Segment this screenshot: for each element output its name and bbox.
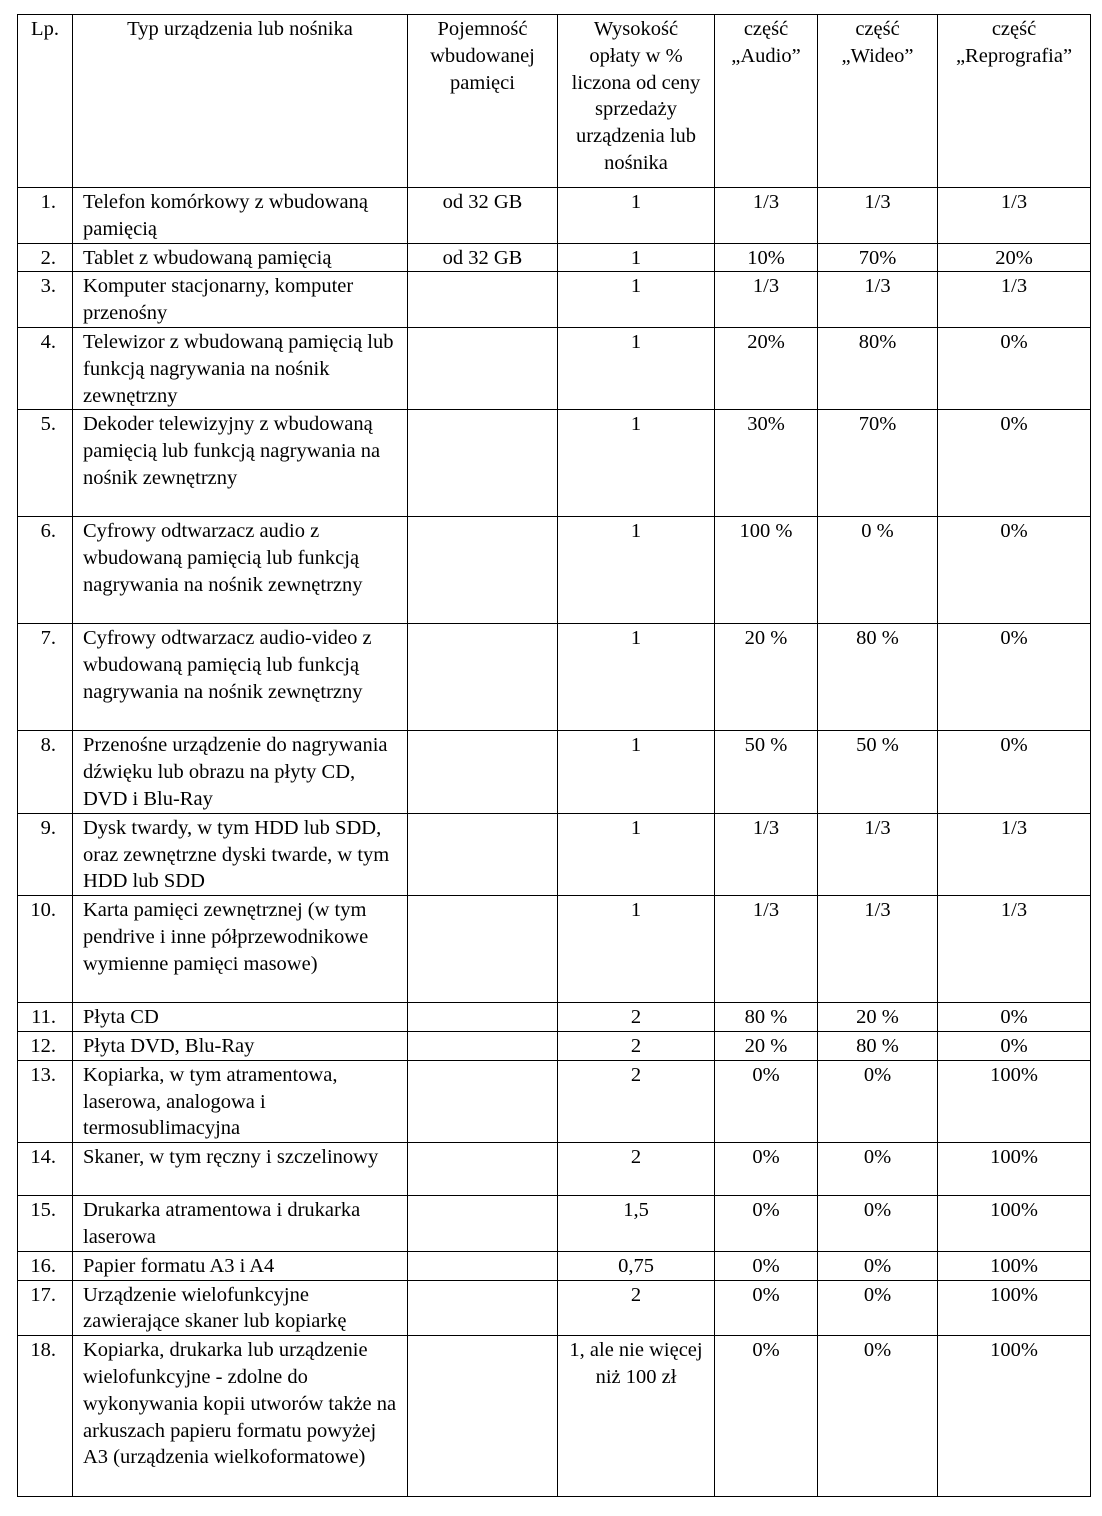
device-type-cell: Telefon komórkowy z wbudowaną pamięcią [73, 188, 408, 244]
audio-share-cell: 20 % [715, 624, 818, 731]
fee-percent-cell: 1, ale nie więcej niż 100 zł [558, 1336, 715, 1497]
video-share-cell: 0 % [818, 517, 938, 624]
header-device-type: Typ urządzenia lub nośnika [73, 15, 408, 188]
memory-capacity-cell [408, 1196, 558, 1252]
table-row [18, 1336, 1091, 1497]
fee-percent-cell: 1 [558, 188, 715, 244]
row-number: 13. [18, 1060, 73, 1142]
video-share-cell: 80 % [818, 624, 938, 731]
row-number: 17. [18, 1280, 73, 1336]
header-lp: Lp. [18, 15, 73, 188]
table-row [18, 1031, 1091, 1060]
reprography-share-cell: 0% [938, 410, 1091, 517]
audio-share-cell: 1/3 [715, 272, 818, 328]
device-type-cell: Karta pamięci zewnętrznej (w tym pendrive i inne półprzewodnikowe wymienne pamięci masowe) [73, 896, 408, 1003]
reprography-share-cell: 0% [938, 327, 1091, 409]
video-share-cell: 1/3 [818, 272, 938, 328]
video-share-cell: 1/3 [818, 896, 938, 1003]
video-share-cell: 1/3 [818, 188, 938, 244]
memory-capacity-cell [408, 1280, 558, 1336]
table-row [18, 731, 1091, 813]
table-row [18, 1196, 1091, 1252]
audio-share-cell: 1/3 [715, 896, 818, 1003]
memory-capacity-cell [408, 624, 558, 731]
audio-share-cell: 0% [715, 1060, 818, 1142]
reprography-share-cell: 100% [938, 1251, 1091, 1280]
header-video-share: część „Wideo” [818, 15, 938, 188]
reprography-share-cell: 0% [938, 731, 1091, 813]
audio-share-cell: 30% [715, 410, 818, 517]
fee-percent-cell: 1 [558, 243, 715, 272]
video-share-cell: 80 % [818, 1031, 938, 1060]
fee-percent-cell: 1,5 [558, 1196, 715, 1252]
memory-capacity-cell [408, 517, 558, 624]
device-type-cell: Telewizor z wbudowaną pamięcią lub funkcją nagrywania na nośnik zewnętrzny [73, 327, 408, 409]
video-share-cell: 1/3 [818, 813, 938, 895]
fee-percent-cell: 1 [558, 410, 715, 517]
table-row [18, 896, 1091, 1003]
memory-capacity-cell [408, 410, 558, 517]
device-type-cell: Cyfrowy odtwarzacz audio z wbudowaną pamięcią lub funkcją nagrywania na nośnik zewnętrzny [73, 517, 408, 624]
table-row [18, 517, 1091, 624]
reprography-share-cell: 0% [938, 1031, 1091, 1060]
video-share-cell: 0% [818, 1196, 938, 1252]
table-row [18, 272, 1091, 328]
device-type-cell: Dekoder telewizyjny z wbudowaną pamięcią lub funkcją nagrywania na nośnik zewnętrzny [73, 410, 408, 517]
table-header-row [18, 15, 1091, 188]
memory-capacity-cell [408, 813, 558, 895]
reprography-share-cell: 1/3 [938, 896, 1091, 1003]
fee-percent-cell: 2 [558, 1031, 715, 1060]
table-row [18, 1280, 1091, 1336]
audio-share-cell: 0% [715, 1251, 818, 1280]
fee-percent-cell: 1 [558, 272, 715, 328]
row-number: 15. [18, 1196, 73, 1252]
memory-capacity-cell [408, 1031, 558, 1060]
audio-share-cell: 50 % [715, 731, 818, 813]
reprography-share-cell: 0% [938, 517, 1091, 624]
memory-capacity-cell: od 32 GB [408, 188, 558, 244]
fee-percent-cell: 1 [558, 896, 715, 1003]
fee-percent-cell: 2 [558, 1003, 715, 1032]
row-number: 14. [18, 1143, 73, 1196]
fee-percent-cell: 1 [558, 517, 715, 624]
row-number: 2. [18, 243, 73, 272]
video-share-cell: 0% [818, 1060, 938, 1142]
row-number: 8. [18, 731, 73, 813]
memory-capacity-cell [408, 1143, 558, 1196]
video-share-cell: 70% [818, 243, 938, 272]
memory-capacity-cell [408, 1336, 558, 1497]
memory-capacity-cell [408, 896, 558, 1003]
fee-percent-cell: 1 [558, 327, 715, 409]
memory-capacity-cell [408, 1251, 558, 1280]
video-share-cell: 80% [818, 327, 938, 409]
device-type-cell: Dysk twardy, w tym HDD lub SDD, oraz zewnętrzne dyski twarde, w tym HDD lub SDD [73, 813, 408, 895]
device-type-cell: Papier formatu A3 i A4 [73, 1251, 408, 1280]
device-type-cell: Tablet z wbudowaną pamięcią [73, 243, 408, 272]
table-row [18, 188, 1091, 244]
audio-share-cell: 80 % [715, 1003, 818, 1032]
fee-table [17, 14, 1091, 1497]
device-type-cell: Płyta CD [73, 1003, 408, 1032]
video-share-cell: 20 % [818, 1003, 938, 1032]
row-number: 18. [18, 1336, 73, 1497]
fee-percent-cell: 1 [558, 624, 715, 731]
table-row [18, 1003, 1091, 1032]
row-number: 3. [18, 272, 73, 328]
reprography-share-cell: 100% [938, 1196, 1091, 1252]
video-share-cell: 70% [818, 410, 938, 517]
reprography-share-cell: 1/3 [938, 813, 1091, 895]
audio-share-cell: 1/3 [715, 188, 818, 244]
video-share-cell: 0% [818, 1280, 938, 1336]
row-number: 9. [18, 813, 73, 895]
audio-share-cell: 20 % [715, 1031, 818, 1060]
reprography-share-cell: 20% [938, 243, 1091, 272]
row-number: 4. [18, 327, 73, 409]
table-row [18, 624, 1091, 731]
header-memory-capacity: Pojemność wbudowanej pamięci [408, 15, 558, 188]
table-body [18, 188, 1091, 1497]
fee-percent-cell: 2 [558, 1060, 715, 1142]
fee-percent-cell: 1 [558, 813, 715, 895]
audio-share-cell: 0% [715, 1336, 818, 1497]
device-type-cell: Cyfrowy odtwarzacz audio-video z wbudowaną pamięcią lub funkcją nagrywania na nośnik zewnętrzny [73, 624, 408, 731]
table-row [18, 1060, 1091, 1142]
audio-share-cell: 0% [715, 1280, 818, 1336]
device-type-cell: Przenośne urządzenie do nagrywania dźwięku lub obrazu na płyty CD, DVD i Blu-Ray [73, 731, 408, 813]
row-number: 10. [18, 896, 73, 1003]
reprography-share-cell: 100% [938, 1336, 1091, 1497]
audio-share-cell: 1/3 [715, 813, 818, 895]
row-number: 7. [18, 624, 73, 731]
memory-capacity-cell [408, 1060, 558, 1142]
fee-percent-cell: 0,75 [558, 1251, 715, 1280]
header-audio-share: część „Audio” [715, 15, 818, 188]
video-share-cell: 0% [818, 1336, 938, 1497]
device-type-cell: Komputer stacjonarny, komputer przenośny [73, 272, 408, 328]
row-number: 1. [18, 188, 73, 244]
row-number: 11. [18, 1003, 73, 1032]
memory-capacity-cell [408, 1003, 558, 1032]
table-row [18, 243, 1091, 272]
table-row [18, 410, 1091, 517]
reprography-share-cell: 0% [938, 624, 1091, 731]
reprography-share-cell: 100% [938, 1060, 1091, 1142]
memory-capacity-cell [408, 272, 558, 328]
fee-percent-cell: 2 [558, 1280, 715, 1336]
audio-share-cell: 0% [715, 1143, 818, 1196]
device-type-cell: Drukarka atramentowa i drukarka laserowa [73, 1196, 408, 1252]
reprography-share-cell: 1/3 [938, 188, 1091, 244]
reprography-share-cell: 1/3 [938, 272, 1091, 328]
memory-capacity-cell [408, 731, 558, 813]
device-type-cell: Urządzenie wielofunkcyjne zawierające skaner lub kopiarkę [73, 1280, 408, 1336]
row-number: 12. [18, 1031, 73, 1060]
row-number: 6. [18, 517, 73, 624]
row-number: 5. [18, 410, 73, 517]
device-type-cell: Skaner, w tym ręczny i szczelinowy [73, 1143, 408, 1196]
header-fee-percent: Wysokość opłaty w % liczona od ceny sprzedaży urządzenia lub nośnika [558, 15, 715, 188]
audio-share-cell: 20% [715, 327, 818, 409]
table-row [18, 813, 1091, 895]
audio-share-cell: 0% [715, 1196, 818, 1252]
reprography-share-cell: 100% [938, 1280, 1091, 1336]
audio-share-cell: 10% [715, 243, 818, 272]
video-share-cell: 50 % [818, 731, 938, 813]
memory-capacity-cell [408, 327, 558, 409]
video-share-cell: 0% [818, 1251, 938, 1280]
device-type-cell: Kopiarka, drukarka lub urządzenie wielofunkcyjne - zdolne do wykonywania kopii utworów także na arkuszach papieru formatu powyżej A3 (urządzenia wielkoformatowe) [73, 1336, 408, 1497]
table-row [18, 327, 1091, 409]
audio-share-cell: 100 % [715, 517, 818, 624]
table-row [18, 1143, 1091, 1196]
row-number: 16. [18, 1251, 73, 1280]
fee-percent-cell: 1 [558, 731, 715, 813]
video-share-cell: 0% [818, 1143, 938, 1196]
fee-percent-cell: 2 [558, 1143, 715, 1196]
table-row [18, 1251, 1091, 1280]
header-reprography-share: część „Reprografia” [938, 15, 1091, 188]
device-type-cell: Kopiarka, w tym atramentowa, laserowa, analogowa i termosublimacyjna [73, 1060, 408, 1142]
reprography-share-cell: 100% [938, 1143, 1091, 1196]
device-type-cell: Płyta DVD, Blu-Ray [73, 1031, 408, 1060]
memory-capacity-cell: od 32 GB [408, 243, 558, 272]
reprography-share-cell: 0% [938, 1003, 1091, 1032]
